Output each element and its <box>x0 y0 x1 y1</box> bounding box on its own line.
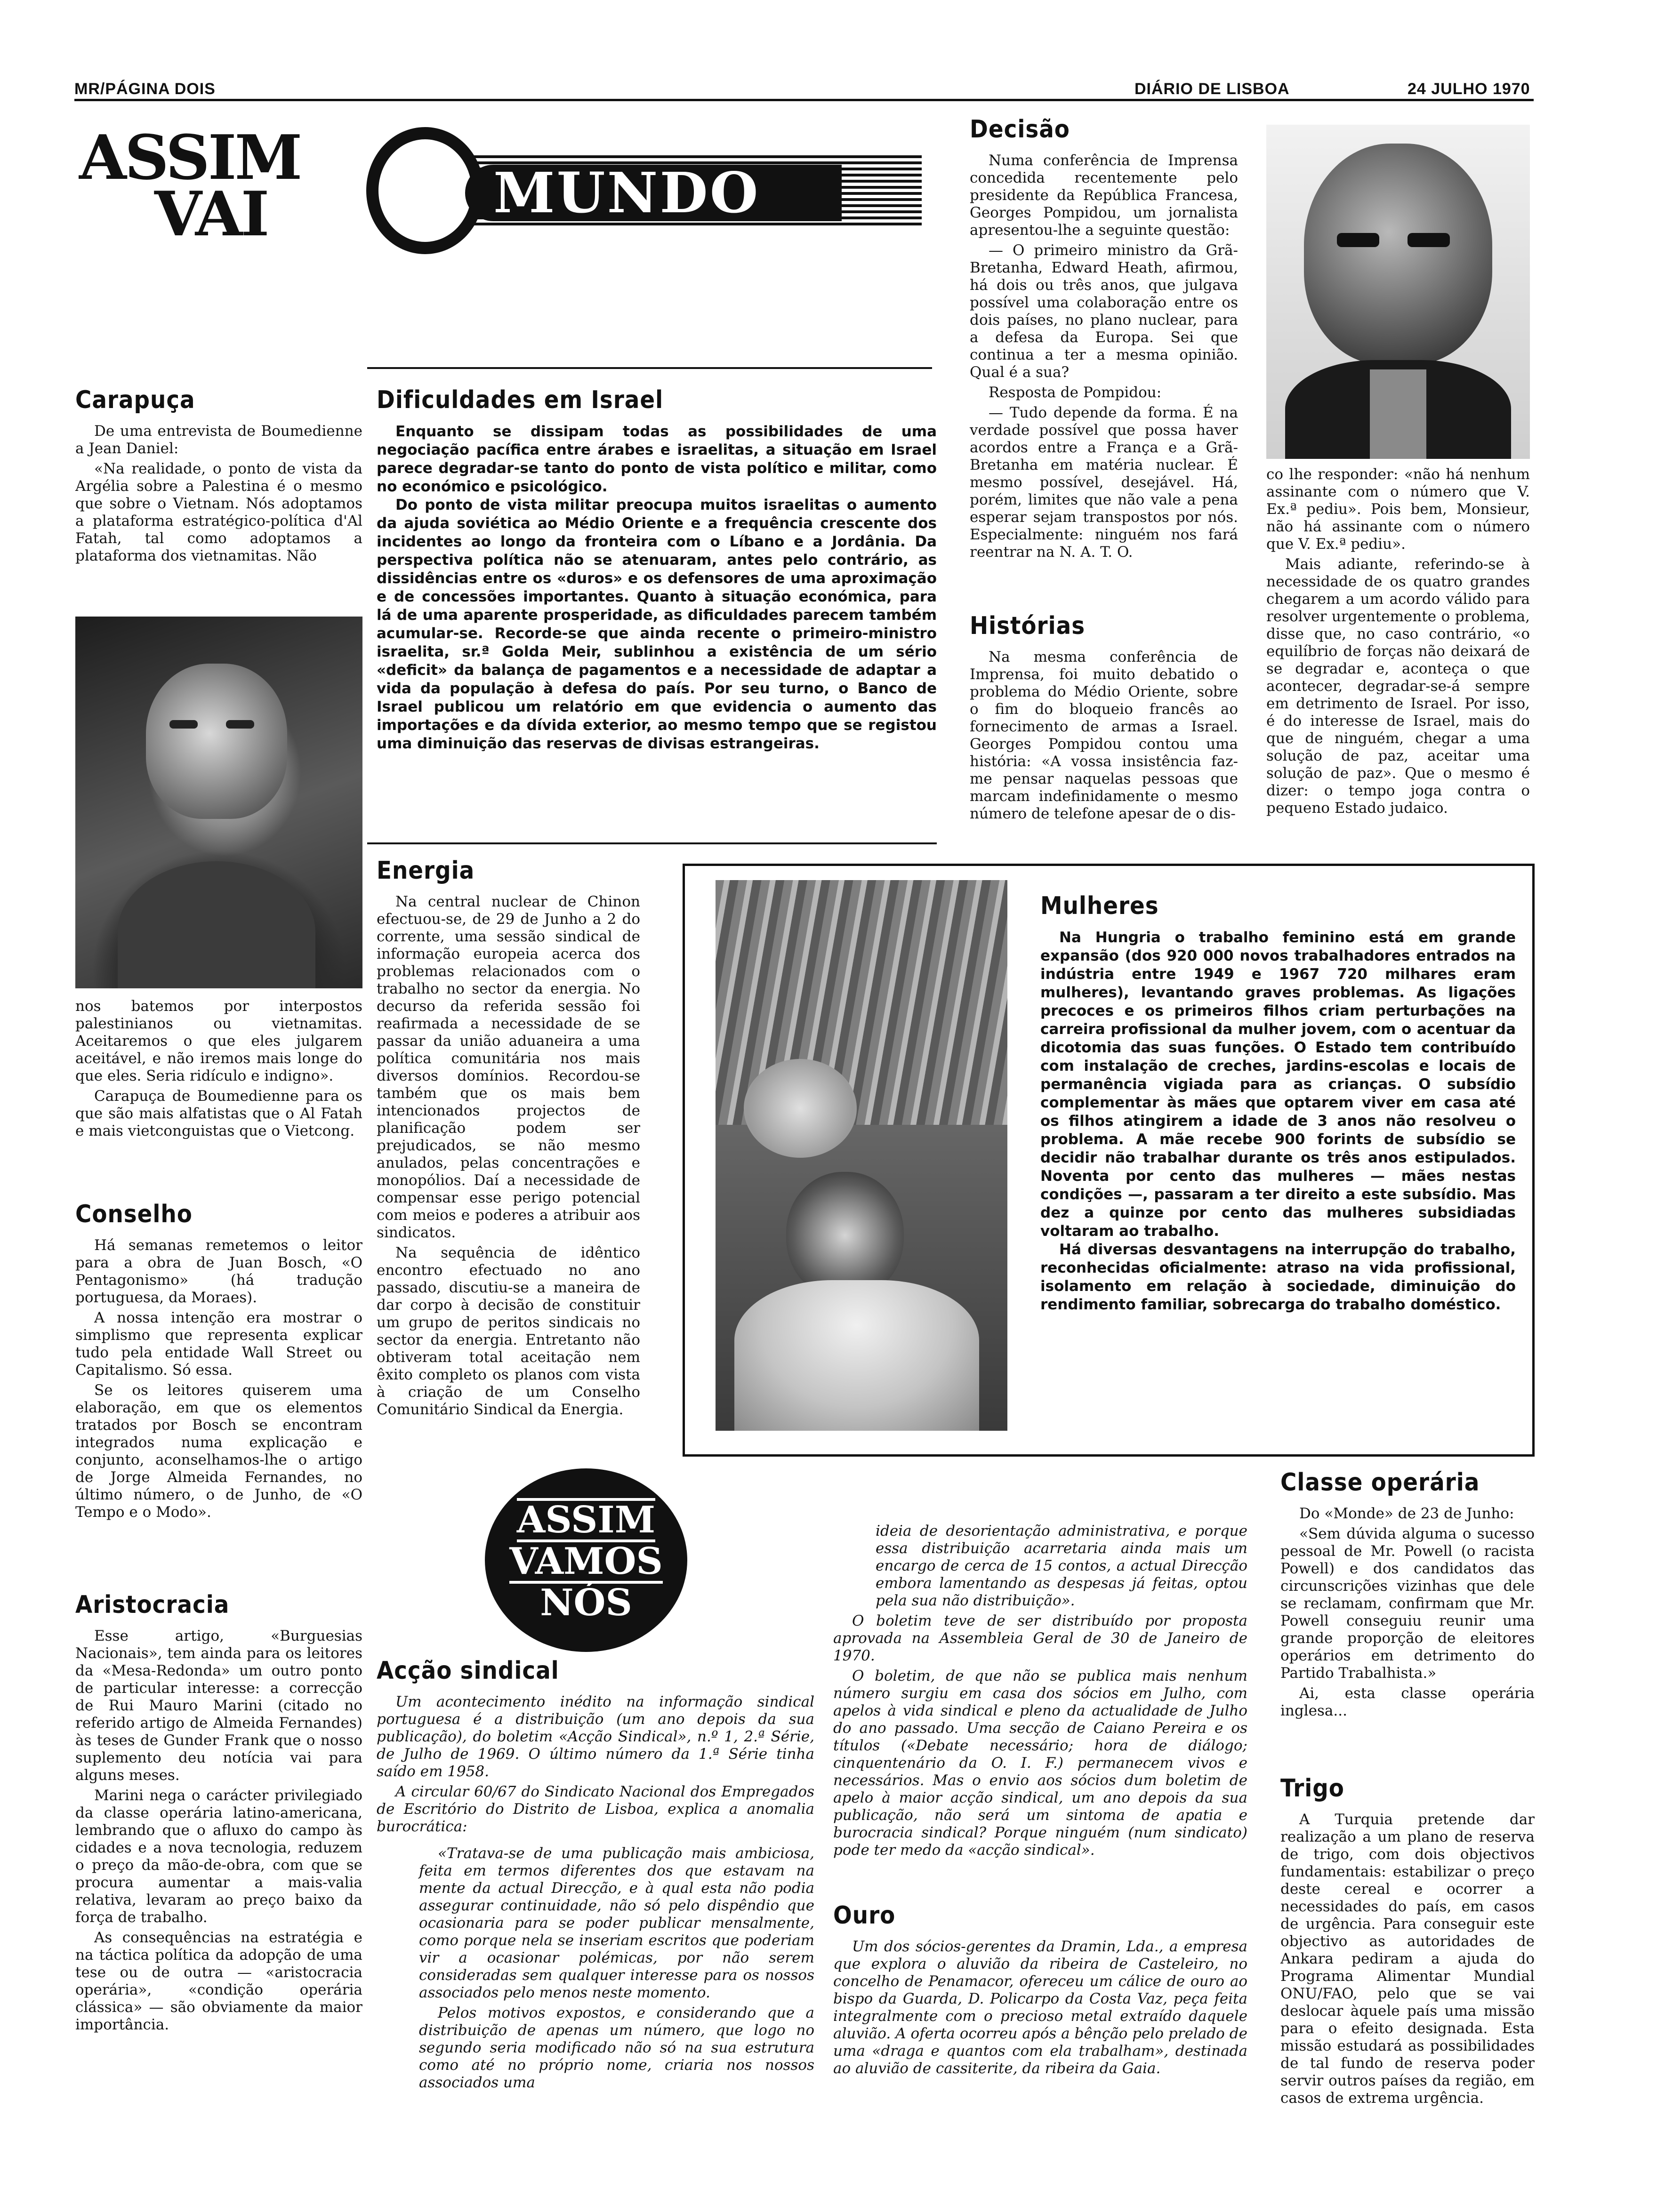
conselho-title: Conselho <box>75 1200 193 1228</box>
accao-c1: ideia de desorientação administrativa, e porque essa distribuição acarretaria ainda mais um encargo de cerca de 15 contos, a actual Direcção embora lamentando as despesas já feitas, optou pela sua não distribuição». <box>876 1523 1247 1609</box>
masthead-assim: ASSIM <box>79 121 301 193</box>
accao-continued <box>833 1523 1247 1862</box>
energia-p2: Na sequência de idêntico encontro efectuado no ano passado, discutiu-se a maneira de dar corpo à decisão de constituir um grupo de peritos sindicais no sector da energia. Entretanto não obtiveram total aceitação nem êxito completo os planos com vista à criação de um Conselho Comunitário Sindical da Energia. <box>377 1244 640 1418</box>
aristocracia-p1: Esse artigo, «Burguesias Nacionais», tem ainda para os leitores da «Mesa-Redonda» um outro ponto de particular interesse: a correcção de Rui Mauro Marini (citado no referido artigo de Almeida Fernandes) às teses de Gunder Frank que o nosso suplemento deu notícia vai para alguns meses. <box>75 1627 362 1784</box>
classe-p1: Do «Monde» de 23 de Junho: <box>1299 1505 1514 1522</box>
trigo-article <box>1280 1774 1535 2110</box>
conselho-article <box>75 1200 362 1524</box>
pompidou-photo <box>1266 125 1530 459</box>
historias-title: Histórias <box>970 612 1086 640</box>
accao-q2: Pelos motivos expostos, e considerando que a distribuição de apenas um número, que logo no segundo seria modificado não só na sua estrutura como até no próprio nome, criaria nos nossos associados uma <box>419 2004 814 2091</box>
trigo-title: Trigo <box>1280 1774 1344 1803</box>
accao-c2: O boletim teve de ser distribuído por proposta aprovada na Assembleia Geral de 30 de Janeiro de 1970. <box>833 1612 1247 1664</box>
conselho-p2: A nossa intenção era mostrar o simplismo que representa explicar tudo pela entidade Wall Street ou Capitalismo. Só essa. <box>75 1309 362 1378</box>
decisao-article <box>970 115 1238 564</box>
carapuca-article <box>75 386 362 568</box>
aristocracia-p3: As consequências na estratégia e na táctica política da adopção de uma tese ou de outra — «aristocracia operária», «condição operária clássica» — são obviamente da maior importância. <box>75 1929 362 2033</box>
classe-article <box>1280 1468 1535 1723</box>
accao-c3: O boletim, de que não se publica mais nenhum número surgiu em casa dos sócios em Julho, com apelos à vida sindical e pleno da actualidade de Julho do ano passado. Uma secção de Caiano Pereira e os títulos («Debate necessário; hora de diálogo; cinquentenário da O. I. F.) permanecem vivos e necessários. Mas o envio aos sócios dum boletim de apelo à maior acção sindical, um ano depois da sua publicação, não será um sintoma de apatia e burocracia sindical? Porque ninguém (num sindicato) pode ter medo da «acção sindical». <box>833 1667 1247 1859</box>
energia-article <box>377 857 640 1421</box>
aristocracia-p2: Marini nega o carácter privilegiado da classe operária latino-americana, lembrando que o afluxo do campo às cidades e a nova tecnologia, reduzem o preço da mão-de-obra, com que se procura aumentar a mais-valia relativa, levaram ao preço baixo da força de trabalho. <box>75 1787 362 1926</box>
classe-p3: Ai, esta classe operária inglesa... <box>1280 1685 1535 1719</box>
ouro-title: Ouro <box>833 1901 896 1930</box>
issue-date: 24 JULHO 1970 <box>1408 80 1530 98</box>
carapuca-title: Carapuça <box>75 386 195 414</box>
masthead <box>79 121 917 264</box>
aristocracia-article <box>75 1591 362 2036</box>
masthead-mundo: MUNDO <box>493 160 760 225</box>
accao-p2: A circular 60/67 do Sindicato Nacional dos Empregados de Escritório do Distrito de Lisboa, explica a anomalia burocrática: <box>377 1783 814 1835</box>
assim-vamos-nos-logo <box>485 1468 687 1652</box>
carapuca-p2: «Na realidade, o ponto de vista da Argélia sobre a Palestina é o mesmo que sobre o Vietnam. Nós adoptamos a plataforma estratégico-política d'Al Fatah, tal como adoptamos a plataforma dos vietnamitas. Não <box>75 460 362 564</box>
carapuca-p1: De uma entrevista de Boumedienne a Jean Daniel: <box>75 423 362 457</box>
conselho-p1: Há semanas remetemos o leitor para a obra de Juan Bosch, «O Pentagonismo» (há tradução portuguesa, da Moraes). <box>75 1237 362 1306</box>
ouro-article <box>833 1901 1247 2080</box>
israel-p2: Do ponto de vista militar preocupa muitos israelitas o aumento da ajuda soviética ao Médio Oriente e a frequência crescente dos incidentes ao longo da fronteira com o Líbano e a Jordânia. Da perspectiva política não se atenuaram, antes pelo contrário, as dissidências entre os «duros» e os defensores de uma aproximação e de concessões importantes. Quanto à situação económica, para lá de uma aparente prosperidade, as dificuldades parecem também acumular-se. Recorde-se que ainda recente o primeiro-ministro israelita, sr.ª Golda Meir, sublinhou a existência de um sério «deficit» da balança de pagamentos e a necessidade de adaptar a vida da população à defesa do país. Por seu turno, o Banco de Israel publicou um relatório em que evidencia o aumento das importações e da dívida exterior, ao mesmo tempo que se registou uma diminuição das reservas de divisas estrangeiras. <box>377 497 937 752</box>
energia-p1: Na central nuclear de Chinon efectuou-se, de 29 de Junho a 2 do corrente, uma sessão sindical de informação europeia acerca dos problemas relacionados com o trabalho no sector da energia. No decurso da referida sessão foi reafirmada a necessidade de se passar da união aduaneira a uma política comunitária nos mais diversos domínios. Recordou-se também que os mais bem intencionados projectos de planificação podem ser prejudicados, se não mesmo anulados, pelas concentrações e monopólios. Daí a necessidade de compensar esse perigo potencial com meios e poderes a atribuir aos sindicatos. <box>377 893 640 1241</box>
mulheres-p2: Há diversas desvantagens na interrupção do trabalho, reconhecidas oficialmente: atraso na vida profissional, isolamento em relação à sociedade, diminuição do rendimento familiar, sobrecarga do trabalho doméstico. <box>1040 1241 1516 1313</box>
page-header-left: MR/PÁGINA DOIS <box>74 80 216 98</box>
israel-article <box>377 386 937 753</box>
historias-article <box>970 612 1238 825</box>
accao-article <box>377 1657 814 2094</box>
mulheres-title: Mulheres <box>1040 892 1159 920</box>
trigo-p1: A Turquia pretende dar realização a um plano de reserva de trigo, com dois objectivos fundamentais: estabilizar o preço deste cereal e ocorrer a necessidades do país, em casos de urgência. Para conseguir este objectivo as autoridades de Ankara pediram a ajuda do Programa Alimentar Mundial ONU/FAO, pelo que se vai deslocar àquele país uma missão para o efeito designada. Esta missão estudará as possibilidades de tal fundo de reserva poder servir outros países da região, em casos de extrema urgência. <box>1280 1811 1535 2107</box>
women-workers-photo <box>716 880 1007 1431</box>
energia-title: Energia <box>377 857 475 885</box>
logo-nos: NÓS <box>540 1581 632 1624</box>
accao-q1: «Tratava-se de uma publicação mais ambiciosa, feita em termos diferentes dos que estavam na mente da actual Direcção, e à qual esta não podia assegurar continuidade, não só pelo dispêndio que ocasionaria para se poder publicar mensalmente, como porque nela se inseriam escritos que poderiam vir a ocasionar polémicas, por não serem consideradas sem qualquer interesse para os nossos associados pelo menos neste momento. <box>419 1845 814 2001</box>
carapuca-continued <box>75 998 362 1143</box>
carapuca-p4: Carapuça de Boumedienne para os que são mais alfatistas que o Al Fatah e mais vietconguistas que o Vietcong. <box>75 1088 362 1139</box>
israel-bottom-rule <box>367 842 937 844</box>
classe-title: Classe operária <box>1280 1468 1480 1497</box>
historias-p1: Na mesma conferência de Imprensa, foi muito debatido o problema do Médio Oriente, sobre o fim do bloqueio francês ao fornecimento de armas a Israel. Georges Pompidou contou uma história: «A vossa insistência faz-me pensar naquelas pessoas que marcam indefinidamente o mesmo número de telefone apesar de o dis- <box>970 649 1238 822</box>
conselho-p3: Se os leitores quiserem uma elaboração, em que os elementos tratados por Bosch se encontram integrados numa explicação e conjunto, aconselhamos-lhe o artigo de Jorge Almeida Fernandes, no último número, o de Junho, de «O Tempo e o Modo». <box>75 1382 362 1521</box>
logo-vamos: VAMOS <box>509 1540 663 1583</box>
carapuca-p3: nos batemos por interpostos palestinianos ou vietnamitas. Aceitaremos o que eles julgarem aceitável, e não iremos mais longe do que eles. Seria ridículo e indigno». <box>75 998 362 1084</box>
decisao-title: Decisão <box>970 115 1070 144</box>
accao-p1: Um acontecimento inédito na informação sindical portuguesa é a distribuição (um ano depois da sua publicação), do boletim «Acção Sindical», n.º 1, 2.ª Série, de Julho de 1969. O último número da 1.ª Série tinha saído em 1958. <box>377 1693 814 1780</box>
masthead-vai: VAI <box>154 178 268 250</box>
section-rule-top <box>367 367 932 369</box>
accao-title: Acção sindical <box>377 1657 559 1685</box>
header-rule <box>74 99 1534 101</box>
classe-p2: «Sem dúvida alguma o sucesso pessoal de Mr. Powell (o racista Powell) e dos candidatos das circunscrições vizinhas que dele se reclamam, confirmam que Mr. Powell conseguiu reunir uma grande proporção de eleitores operários em detrimento do Partido Trabalhista.» <box>1280 1525 1535 1682</box>
israel-title: Dificuldades em Israel <box>377 386 664 414</box>
logo-assim: ASSIM <box>516 1499 656 1541</box>
mulheres-article <box>1040 892 1516 1314</box>
israel-p1: Enquanto se dissipam todas as possibilidades de uma negociação pacífica entre árabes e israelitas, a situação em Israel parece degradar-se tanto do ponto de vista político e militar, como no económico e psicológico. <box>377 423 937 495</box>
pompidou-continued <box>1266 466 1530 820</box>
decisao-p3: Resposta de Pompidou: <box>989 384 1162 401</box>
decisao-p1: Numa conferência de Imprensa concedida recentemente pelo presidente da República Francesa, Georges Pompidou, um jornalista apresentou-lhe a seguinte questão: <box>970 152 1238 239</box>
mulheres-p1: Na Hungria o trabalho feminino está em grande expansão (dos 920 000 novos trabalhadores entrados na indústria entre 1949 e 1967 720 milhares eram mulheres), levantando graves problemas. As ligações precoces e os primeiros filhos criam perturbações na carreira profissional da mulher jovem, com o acentuar da dicotomia das suas funções. O Estado tem contribuído com instalação de creches, jardins-escolas e locais de permanência vigiada para as crianças. O subsídio complementar às mães que optarem viver em casa até os filhos atingirem a idade de 3 anos não resolveu o problema. A mãe recebe 900 forints de subsídio se decidir não trabalhar durante os três anos estipulados. Noventa por cento das mulheres — mães nestas condições —, passaram a ter direito a este subsídio. Mas dez a quinze por cento das mulheres subsidiadas voltaram ao trabalho. <box>1040 929 1516 1240</box>
ouro-p1: Um dos sócios-gerentes da Dramin, Lda., a empresa que explora o aluvião da ribeira de Casteleiro, no concelho de Penamacor, ofereceu um cálice de ouro ao bispo da Guarda, D. Policarpo da Costa Vaz, peça feita integralmente com o precioso metal extraído daquele aluvião. A oferta ocorreu após a bênção pelo prelado de uma «draga e quantos com ela trabalham», destinada ao aluvião de cassiterite, da ribeira da Gaia. <box>833 1938 1247 2077</box>
boumedienne-photo <box>75 617 362 988</box>
decisao-p4: — Tudo depende da forma. É na verdade possível que possa haver acordos entre a França e a Grã-Bretanha em matéria nuclear. É mesmo possível, desejável. Há, porém, limites que não vale a pena esperar sejam transpostos por nós. Especialmente: ninguém nos fará reentrar na N. A. T. O. <box>970 404 1238 561</box>
pompidou-cont-p2: Mais adiante, referindo-se à necessidade de os quatro grandes chegarem a um acordo válido para resolver urgentemente o problema, disse que, no caso contrário, «o equilíbrio de forças não deixará de se degradar e, aconteça o que acontecer, degradar-se-á sempre em detrimento de Israel. Por isso, é do interesse de Israel, mais do que de ninguém, chegar a uma solução de paz, aceitar uma solução de paz». Que o mesmo é dizer: o tempo joga contra o pequeno Estado judaico. <box>1266 556 1530 817</box>
decisao-p2: — O primeiro ministro da Grã-Bretanha, Edward Heath, afirmou, há dois ou três anos, que julgava possível uma colaboração entre os dois países, no plano nuclear, para a defesa da Europa. Sei que continua a ter a mesma opinião. Qual é a sua? <box>970 242 1238 381</box>
newspaper-name: DIÁRIO DE LISBOA <box>1134 80 1290 98</box>
pompidou-cont-p1: co lhe responder: «não há nenhum assinante com o número que V. Ex.ª pediu». Pois bem, Monsieur, não há assinante com o número que V. Ex.ª pediu». <box>1266 466 1530 553</box>
aristocracia-title: Aristocracia <box>75 1591 230 1619</box>
